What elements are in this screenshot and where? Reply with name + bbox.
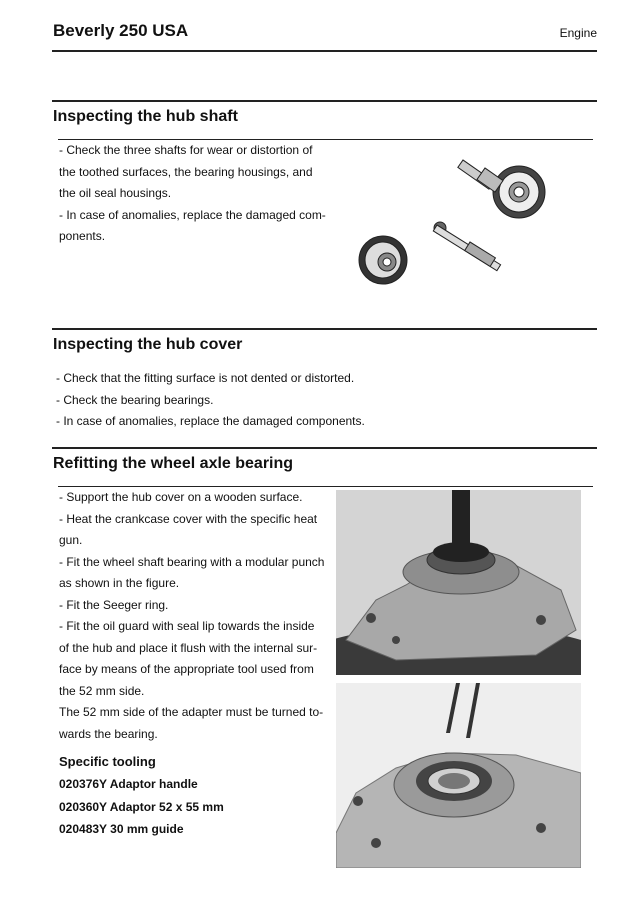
section-rule: [52, 328, 597, 330]
hub-shafts-illustration: [355, 150, 555, 290]
section-label: Engine: [559, 26, 597, 40]
hub-cover-text: [56, 368, 365, 433]
section-heading-hub-shaft: Inspecting the hub shaft: [53, 108, 238, 125]
text-line: face by means of the appropriate tool used from: [59, 662, 314, 676]
text-line: the oil seal housings.: [59, 186, 172, 200]
text-line: - Fit the oil guard with seal lip towards the inside: [59, 619, 315, 633]
text-line: - Heat the crankcase cover with the specific heat: [59, 511, 318, 526]
refit-text: [59, 487, 324, 745]
text-line: - Fit the Seeger ring.: [59, 597, 169, 612]
header-rule: [52, 50, 597, 52]
tool-item: 020360Y Adaptor 52 x 55 mm: [59, 799, 224, 814]
text-line: - In case of anomalies, replace the damaged components.: [56, 414, 365, 428]
text-line: as shown in the figure.: [59, 576, 180, 590]
text-line: - Support the hub cover on a wooden surface.: [59, 490, 303, 504]
section-heading-refit-bearing: Refitting the wheel axle bearing: [53, 455, 294, 472]
tooling-heading: Specific tooling: [59, 754, 156, 769]
text-line: wards the bearing.: [59, 726, 158, 741]
section-rule: [52, 447, 597, 449]
text-line: - Check the bearing bearings.: [56, 392, 214, 407]
hub-shaft-text: [59, 140, 326, 248]
text-line: the 52 mm side.: [59, 683, 145, 698]
bearing-punch-photo: [336, 490, 581, 675]
text-line: - Check the three shafts for wear or distortion of: [59, 143, 313, 157]
seeger-ring-photo: [336, 683, 581, 868]
text-line: ponents.: [59, 229, 106, 243]
text-line: - Fit the wheel shaft bearing with a modular punch: [59, 554, 325, 569]
text-line: - Check that the fitting surface is not dented or distorted.: [56, 371, 355, 385]
document-title: Beverly 250 USA: [53, 21, 189, 40]
text-line: The 52 mm side of the adapter must be turned to-: [59, 705, 324, 719]
text-line: gun.: [59, 533, 83, 547]
section-rule: [52, 100, 597, 102]
text-line: of the hub and place it flush with the internal sur-: [59, 640, 318, 655]
text-line: - In case of anomalies, replace the damaged com-: [59, 207, 326, 222]
section-heading-hub-cover: Inspecting the hub cover: [53, 336, 243, 353]
tool-item: 020483Y 30 mm guide: [59, 822, 184, 836]
text-line: the toothed surfaces, the bearing housings, and: [59, 164, 313, 179]
tool-item: 020376Y Adaptor handle: [59, 777, 198, 791]
tooling-list: [59, 773, 224, 841]
